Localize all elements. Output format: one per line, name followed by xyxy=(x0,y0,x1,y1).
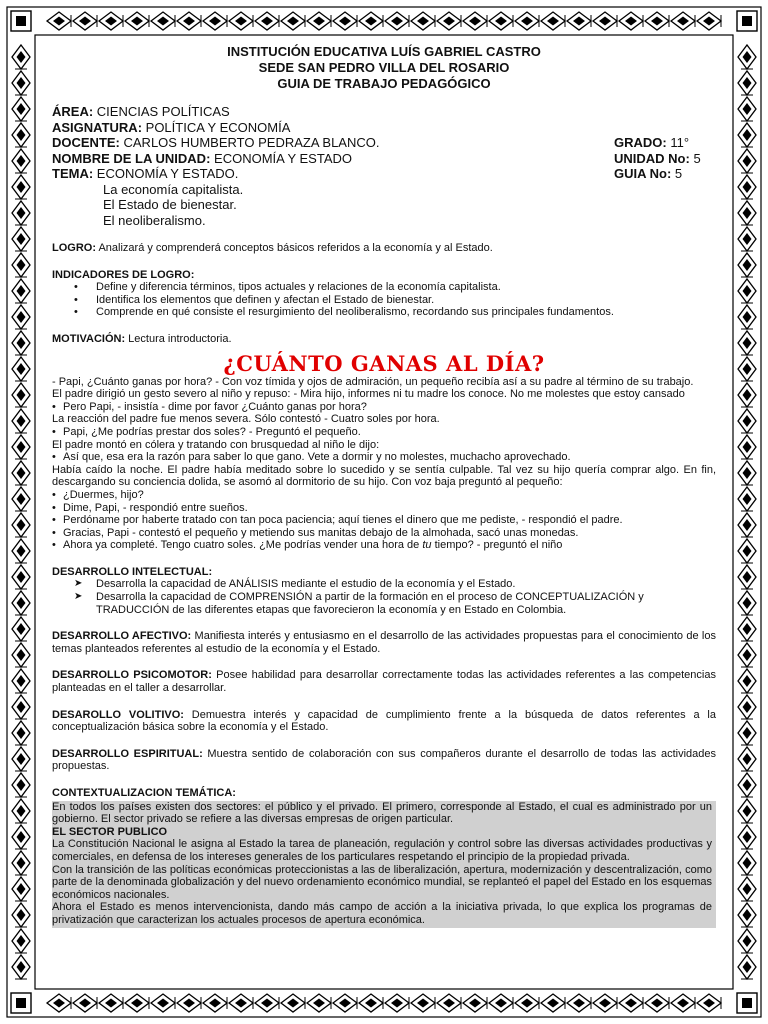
subtopic-item: El neoliberalismo. xyxy=(103,212,206,228)
story-bullet xyxy=(52,539,716,552)
grade-label: GRADO: xyxy=(614,135,667,150)
story-bullet: • Papi, ¿Me podrías prestar dos soles? - Preguntó el pequeño. xyxy=(52,426,716,439)
afectivo-text: Manifiesta interés y entusiasmo en el desarrollo de las actividades propuestas para el conocimiento de los temas planteados referentes al estudio de la economía y el Estado. xyxy=(52,630,716,655)
list-item: • Define y diferencia términos, tipos actuales y relaciones de la economía capitalista. xyxy=(52,281,716,294)
teacher-value: CARLOS HUMBERTO PEDRAZA BLANCO. xyxy=(119,135,380,150)
sector-publico-heading: EL SECTOR PUBLICO xyxy=(52,825,168,838)
area-value: CIENCIAS POLÍTICAS xyxy=(93,104,230,119)
list-item: • Comprende en qué consiste el resurgimiento del neoliberalismo, recordando sus principales fundamentos. xyxy=(52,306,716,319)
contexto-paragraph: Ahora el Estado es menos intervencionista, dando más campo de acción a la iniciativa privada, lo que explica los programas de privatización que caracterizan los actuales procesos de apertura económica. xyxy=(52,901,712,926)
intelectual-label: DESARROLLO INTELECTUAL: xyxy=(52,565,213,578)
contexto-box xyxy=(52,801,716,928)
story-title: ¿CUÁNTO GANAS AL DÍA? xyxy=(223,350,545,376)
grade-value: 11° xyxy=(666,135,690,150)
psicomotor-section xyxy=(52,669,716,694)
document-page xyxy=(52,44,716,928)
institution-name: INSTITUCIÓN EDUCATIVA LUÍS GABRIEL CASTRO xyxy=(227,44,541,59)
topic-row xyxy=(52,166,716,182)
story-paragraph: El padre dirigió un gesto severo al niño y repuso: - Mira hijo, informes ni tu madre los conoce. No me molestes que estoy cansado xyxy=(52,388,685,401)
subtopic-item: La economía capitalista. xyxy=(103,181,244,197)
logro-text: Analizará y comprenderá conceptos básicos referidos a la economía y al Estado. xyxy=(96,242,493,254)
story-bullet: • Gracias, Papi - contestó el pequeño y metiendo sus manitas debajo de la almohada, sacó unas monedas. xyxy=(52,527,716,540)
story-paragraph: La reacción del padre fue menos severa. Sólo contestó - Cuatro soles por hora. xyxy=(52,413,440,426)
espiritual-section xyxy=(52,748,716,773)
indicadores-label: INDICADORES DE LOGRO: xyxy=(52,268,195,281)
afectivo-section xyxy=(52,630,716,655)
subtopic-list xyxy=(52,182,716,229)
area-label: ÁREA: xyxy=(52,104,94,119)
volitivo-label: DESAROLLO VOLITIVO: xyxy=(52,708,184,721)
unit-name-value: ECONOMÍA Y ESTADO xyxy=(210,150,352,166)
teacher-row xyxy=(52,135,716,151)
story-bullet: • ¿Duermes, hijo? xyxy=(52,489,716,502)
story-bullet-text: tiempo? - preguntó el niño xyxy=(431,539,563,552)
psicomotor-text: Posee habilidad para desarrollar correctamente todas las actividades referentes a las competencias planteadas en el taller a desarrollar. xyxy=(52,669,716,695)
campus-name: SEDE SAN PEDRO VILLA DEL ROSARIO xyxy=(258,60,510,75)
motivacion-text: Lectura introductoria. xyxy=(125,332,232,345)
unit-no-label: UNIDAD No: xyxy=(614,150,690,166)
teacher-label: DOCENTE: xyxy=(52,135,120,150)
document-header xyxy=(52,44,716,92)
story-emphasis: tu xyxy=(422,539,432,552)
list-item: ➤ Desarrolla la capacidad de ANÁLISIS mediante el estudio de la economía y el Estado. xyxy=(52,578,716,591)
logro-label: LOGRO: xyxy=(52,242,96,254)
subject-row xyxy=(52,120,716,136)
unit-row xyxy=(52,151,716,167)
story-bullet: • Dime, Papi, - respondió entre sueños. xyxy=(52,502,716,515)
subject-label: ASIGNATURA: xyxy=(52,119,143,135)
afectivo-label: DESARROLLO AFECTIVO: xyxy=(52,630,192,643)
indicadores-section xyxy=(52,269,716,319)
guide-metadata xyxy=(52,104,716,228)
volitivo-text: Demuestra interés y capacidad de cumplimiento frente a la búsqueda de datos referentes a la conceptualización básica sobre la economía y el Estado. xyxy=(52,708,716,734)
motivacion-section xyxy=(52,333,716,346)
unit-name-label: NOMBRE DE LA UNIDAD: xyxy=(52,150,211,166)
psicomotor-label: DESARROLLO PSICOMOTOR: xyxy=(52,669,212,682)
topic-value: ECONOMÍA Y ESTADO. xyxy=(93,166,239,181)
unit-no-value: 5 xyxy=(689,150,701,166)
logro-section xyxy=(52,242,716,255)
espiritual-text: Muestra sentido de colaboración con sus compañeros durante el desarrollo de todas las actividades propuestas. xyxy=(52,747,716,773)
contexto-paragraph: Con la transición de las políticas económicas proteccionistas a las de liberalización, apertura, modernización y descentralización, como parte de la denominada globalización y del nuevo ordenamiento económico mundial, se replanteó el papel del Estado en los esquemas económicos nacionales. xyxy=(52,863,712,901)
contexto-paragraph: La Constitución Nacional le asigna al Estado la tarea de planeación, regulación y control sobre las diversas actividades productivas y comerciales, en defensa de los intereses generales de los particulares respetando el principio de la propiedad privada. xyxy=(52,838,712,863)
guide-no-value: 5 xyxy=(671,166,683,181)
list-item: • Identifica los elementos que definen y afectan el Estado de bienestar. xyxy=(52,294,716,307)
guide-no-label: GUIA No: xyxy=(614,166,672,181)
subtopic-item: El Estado de bienestar. xyxy=(103,197,237,212)
story-bullet: • Así que, esa era la razón para saber lo que gano. Vete a dormir y no molestes, muchacho aprovechado. xyxy=(52,451,716,464)
contexto-section xyxy=(52,787,716,928)
guide-title: GUIA DE TRABAJO PEDAGÓGICO xyxy=(277,76,491,91)
story-text xyxy=(52,376,716,552)
topic-label: TEMA: xyxy=(52,166,94,181)
story-bullet-text: Ahora ya completé. Tengo cuatro soles. ¿Me podrías vender una hora de xyxy=(63,539,423,552)
subject-value: POLÍTICA Y ECONOMÍA xyxy=(142,119,291,135)
story-paragraph: El padre montó en cólera y tratando con brusquedad al niño le dijo: xyxy=(52,438,380,451)
contexto-label: CONTEXTUALIZACION TEMÁTICA: xyxy=(52,787,236,799)
story-paragraph: Había caído la noche. El padre había meditado sobre lo sucedido y se sentía culpable. Tal vez su hijo quería comprar algo. En fin, descargando su conciencia dolida, se asomó al dormitorio de su hijo. Con voz baja preguntó al pequeño: xyxy=(52,463,716,489)
list-item: ➤ Desarrolla la capacidad de COMPRENSIÓN a partir de la formación en el proceso de CONCEPTUALIZACIÓN y TRADUCCIÓN de las diferentes etapas que favorecieron la economía y en Estado en Colombia. xyxy=(52,591,716,616)
story-bullet: • Pero Papi, - insistía - dime por favor ¿Cuánto ganas por hora? xyxy=(52,401,716,414)
intelectual-section xyxy=(52,566,716,616)
area-row xyxy=(52,104,716,120)
motivacion-label: MOTIVACIÓN: xyxy=(52,332,126,345)
espiritual-label: DESARROLLO ESPIRITUAL: xyxy=(52,747,203,760)
contexto-paragraph: En todos los países existen dos sectores: el público y el privado. El primero, corresponde al Estado, el cual es administrado por un gobierno. El sector privado se refiere a las diversas empresas de origen particular. xyxy=(52,800,712,826)
story-paragraph: - Papi, ¿Cuánto ganas por hora? - Con voz tímida y ojos de admiración, un pequeño recibía así a su padre al término de su trabajo. xyxy=(52,375,694,388)
volitivo-section xyxy=(52,709,716,734)
story-bullet: • Perdóname por haberte tratado con tan poca paciencia; aquí tienes el dinero que me pediste, - respondió el padre. xyxy=(52,514,716,527)
